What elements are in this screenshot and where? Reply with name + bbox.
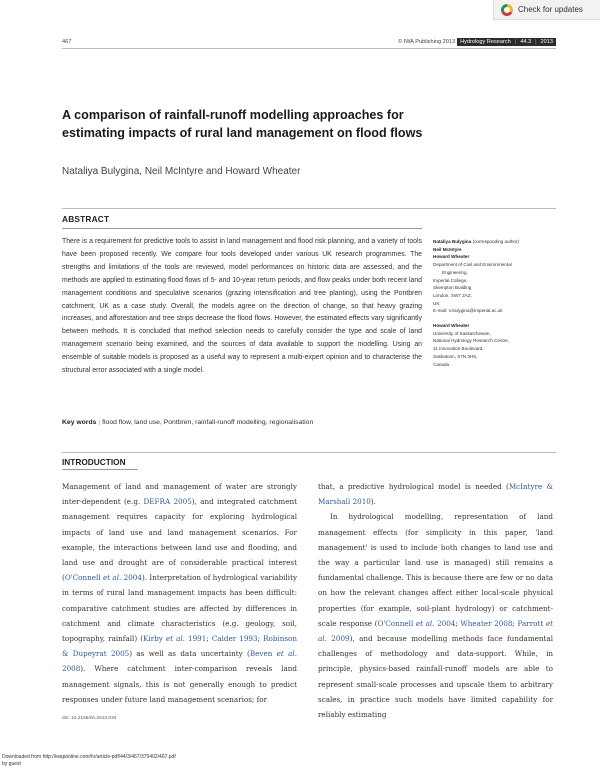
citation-link[interactable]: DEFRA 2005: [143, 497, 192, 507]
citation-link[interactable]: Kirby et al. 1991: [143, 634, 207, 644]
affiliation-line: London, SW7 2AZ,: [433, 292, 472, 298]
page-number: 467: [62, 38, 72, 45]
check-for-updates-button[interactable]: [493, 0, 600, 20]
citation-link[interactable]: McIntyre & Marshall 2010: [318, 482, 553, 507]
download-footer: [2, 754, 176, 767]
author-email[interactable]: E-mail: n.bulygina@imperial.ac.uk: [433, 308, 503, 314]
affiliation2-author: Howard Wheater: [433, 323, 470, 329]
affiliation-line: Engineering,: [442, 269, 468, 275]
citation-link[interactable]: Parrott et al. 2009: [318, 618, 553, 644]
body-column-right: [318, 479, 553, 722]
intro-paragraph: In hydrological modelling, representation of land management effects (for simplicity in this paper, 'land management' is used to include both changes to land use and the way a particular land use is managed) still remains a fundamental challenge. This is because there are few or no data on how the relevant changes affect either local-scale physical properties (for example, soil-plant hydrology) or catchment-scale response (O'Connell et al. 2004; Wheater 2008; Parrott et al. 2009), and because modelling methods face fundamental challenges of methodology and data-support. While, in principle, physics-based rainfall-runoff models are able to represent small-scale processes and upscale them to arbitrary scales, in practice such models have limited capability for reliably estimating: [318, 512, 553, 720]
introduction-heading: INTRODUCTION: [62, 457, 126, 467]
journal-name: Hydrology Research: [460, 38, 511, 45]
publisher-copyright: © IWA Publishing 2013: [397, 38, 456, 45]
journal-info: [398, 38, 556, 46]
keywords-label: Key words: [62, 419, 97, 426]
affiliation-line: Department of Civil and Environmental: [433, 262, 512, 268]
introduction-top-divider: [62, 452, 556, 453]
header-divider: [62, 48, 556, 49]
refresh-icon: [501, 4, 513, 16]
volume-issue: 44.3: [520, 38, 532, 45]
affiliation-line: University of Saskatchewan,: [433, 330, 491, 336]
running-header: [62, 36, 556, 47]
intro-paragraph: Management of land and management of water are strongly inter-dependent (e.g. DEFRA 2005), and integrated catchment management requires capacity for exploring hydrological impacts of land use and land management scenarios. For example, the interactions between land use and flooding, and land use and drought are of considerable practical interest (O'Connell et al. 2004). Interpretation of hydrological variability in terms of rural land management impacts has been difficult: comparative catchment studies are affected by differences in catchment and climate characteristics (e.g. geology, soil, topography, rainfall) (Kirby et al. 1991; Calder 1993; Robinson & Dupeyrat 2005) as well as data uncertainty (Beven et al. 2008). Where catchment inter-comparison reveals land management signals, this is not generally enough to predict responses under future land management scenarios; for: [62, 482, 298, 704]
citation-link[interactable]: Wheater 2008: [460, 618, 513, 628]
affiliation-line: Canada: [433, 361, 450, 367]
citation-link[interactable]: Beven et al. 2008: [62, 649, 298, 674]
author3-name: Howard Wheater: [433, 254, 470, 260]
affiliation-line: Saskatoon, S7N 3H5,: [433, 353, 478, 359]
citation-link[interactable]: Calder 1993: [211, 634, 258, 644]
download-guest: by guest: [2, 760, 21, 767]
body-column-left: [62, 479, 297, 707]
abstract-heading: ABSTRACT: [62, 214, 110, 224]
article-title: A comparison of rainfall-runoff modelling approaches for estimating impacts of rural land management on flood flows: [62, 108, 423, 140]
author1-note: (corresponding author): [471, 239, 520, 244]
abstract-divider: [62, 228, 422, 229]
keywords: Key words | flood flow, land use, Pontbren, rainfall-runoff modelling, regionalisation: [62, 419, 314, 426]
introduction-divider: [62, 469, 138, 470]
article-authors: Nataliya Bulygina, Neil McIntyre and Howard Wheater: [62, 166, 301, 177]
affiliation-line: 11 Innovation Boulevard,: [433, 346, 484, 352]
check-for-updates-label: Check for updates: [518, 5, 583, 14]
intro-paragraph: that, a predictive hydrological model is needed (McIntyre & Marshall 2010).: [318, 482, 553, 507]
download-source[interactable]: Downloaded from http://iwaponline.com/hr/article-pdf/44/3/467/375402/467.pdf: [2, 754, 176, 760]
citation-link[interactable]: O'Connell et al. 2004: [377, 618, 456, 628]
abstract-text: There is a requirement for predictive tools to assist in land management and flood risk planning, and a variety of tools have been proposed recently. We compare four tools developed under various UK research programmes. The strengths and limitations of the tools are reviewed, model performances on historic data are assessed, and the methods are applied to estimating flood flows of 5- and 10-year return periods, and flow peaks under both recent land management conditions and speculative scenarios (grazing intensification and tree planting), using the Pontbren catchment, UK as a case study. Overall, the models agree on the direction of change, so that heavy grazing increases, and afforestation and tree strips decrease the flood flows. However, the estimated effects vary significantly between methods. It is concluded that method selection needs to carefully consider the type and scale of land management scenario being examined, and the sources of data available to support the modelling. Using an ensemble of suitable models is proposed as a useful way to represent a multi-expert opinion and to characterise the structural error associated with a single model.: [62, 238, 422, 375]
author1-name: Nataliya Bulygina: [433, 239, 472, 244]
author-affiliations: [433, 238, 563, 368]
abstract-top-divider: [62, 208, 556, 209]
citation-link[interactable]: Robinson & Dupeyrat 2005: [62, 634, 298, 659]
affiliation-line: National Hydrology Research Centre,: [433, 338, 510, 344]
journal-badge: Hydrology Research | 44.3 | 2013: [457, 38, 556, 46]
author2-name: Neil McIntyre: [433, 246, 462, 252]
keywords-list: flood flow, land use, Pontbren, rainfall-runoff modelling, regionalisation: [102, 419, 314, 426]
affiliation-line: Imperial College,: [433, 277, 468, 283]
affiliation-line: UK: [433, 300, 440, 306]
affiliation-line: Skempton Building: [433, 285, 472, 291]
journal-year: 2013: [540, 38, 553, 45]
citation-link[interactable]: O'Connell et al. 2004: [64, 573, 142, 583]
doi-link[interactable]: doi: 10.2166/nh.2013.034: [62, 716, 117, 721]
